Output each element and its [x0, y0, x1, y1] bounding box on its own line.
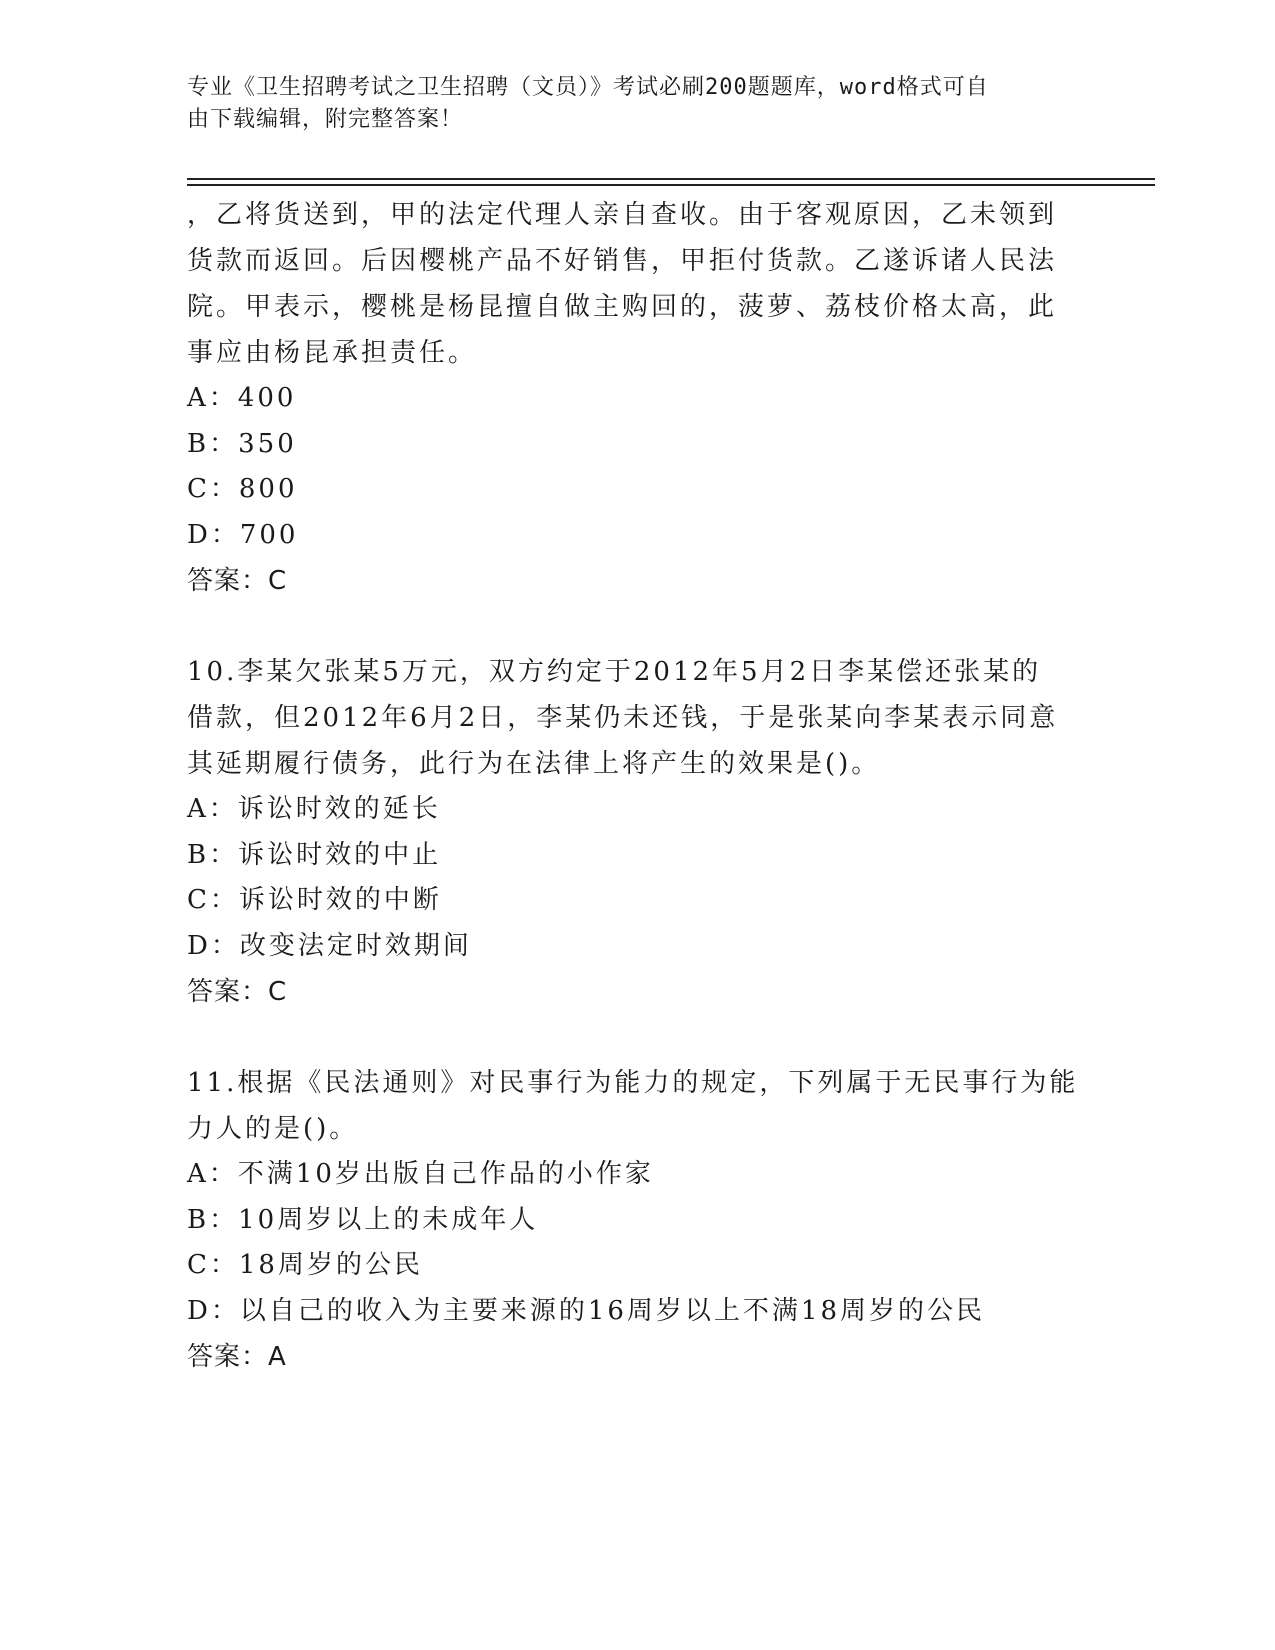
- question-list: [187, 192, 1087, 1380]
- header-line-2: 由下载编辑，附完整答案！: [187, 107, 464, 132]
- question-text-line: 力人的是()。: [187, 1114, 359, 1144]
- option-b: B：诉讼时效的中止: [187, 839, 442, 870]
- question-text-line: 院。甲表示，樱桃是杨昆擅自做主购回的，菠萝、荔枝价格太高，此: [187, 292, 1058, 322]
- header-line-1: 专业《卫生招聘考试之卫生招聘（文员）》考试必刷200题题库，word格式可自: [187, 75, 989, 100]
- header-divider-top: [187, 178, 1155, 180]
- document-header: [187, 72, 1087, 136]
- option-c: C：800: [187, 474, 298, 504]
- answer: 答案：C: [187, 566, 288, 596]
- option-c: C：诉讼时效的中断: [187, 885, 442, 915]
- header-divider-bottom: [187, 184, 1155, 186]
- option-a: A：不满10岁出版自己作品的小作家: [187, 1159, 654, 1189]
- question-text-line: 货款而返回。后因樱桃产品不好销售，甲拒付货款。乙遂诉诸人民法: [187, 246, 1058, 276]
- option-d: D：以自己的收入为主要来源的16周岁以上不满18周岁的公民: [187, 1295, 986, 1326]
- question-text-line: 11.根据《民法通则》对民事行为能力的规定，下列属于无民事行为能: [187, 1068, 1079, 1098]
- option-c: C：18周岁的公民: [187, 1250, 423, 1280]
- option-d: D：改变法定时效期间: [187, 930, 472, 961]
- question-text-line: 事应由杨昆承担责任。: [187, 338, 478, 368]
- option-b: B：10周岁以上的未成年人: [187, 1204, 539, 1235]
- question-9: [187, 192, 1087, 604]
- question-text-line: 借款，但2012年6月2日，李某仍未还钱，于是张某向李某表示同意: [187, 703, 1059, 733]
- question-11: [187, 1060, 1087, 1380]
- answer: 答案：A: [187, 1342, 287, 1372]
- answer: 答案：C: [187, 977, 288, 1007]
- option-a: A：诉讼时效的延长: [187, 794, 441, 824]
- question-text-line: 其延期履行债务，此行为在法律上将产生的效果是()。: [187, 749, 881, 779]
- question-text-line: ，乙将货送到，甲的法定代理人亲自查收。由于客观原因，乙未领到: [187, 200, 1058, 230]
- question-text-line: 10.李某欠张某5万元，双方约定于2012年5月2日李某偿还张某的: [187, 657, 1042, 687]
- question-10: [187, 649, 1087, 1015]
- option-d: D：700: [187, 519, 299, 550]
- option-a: A：400: [187, 383, 297, 413]
- option-b: B：350: [187, 428, 297, 459]
